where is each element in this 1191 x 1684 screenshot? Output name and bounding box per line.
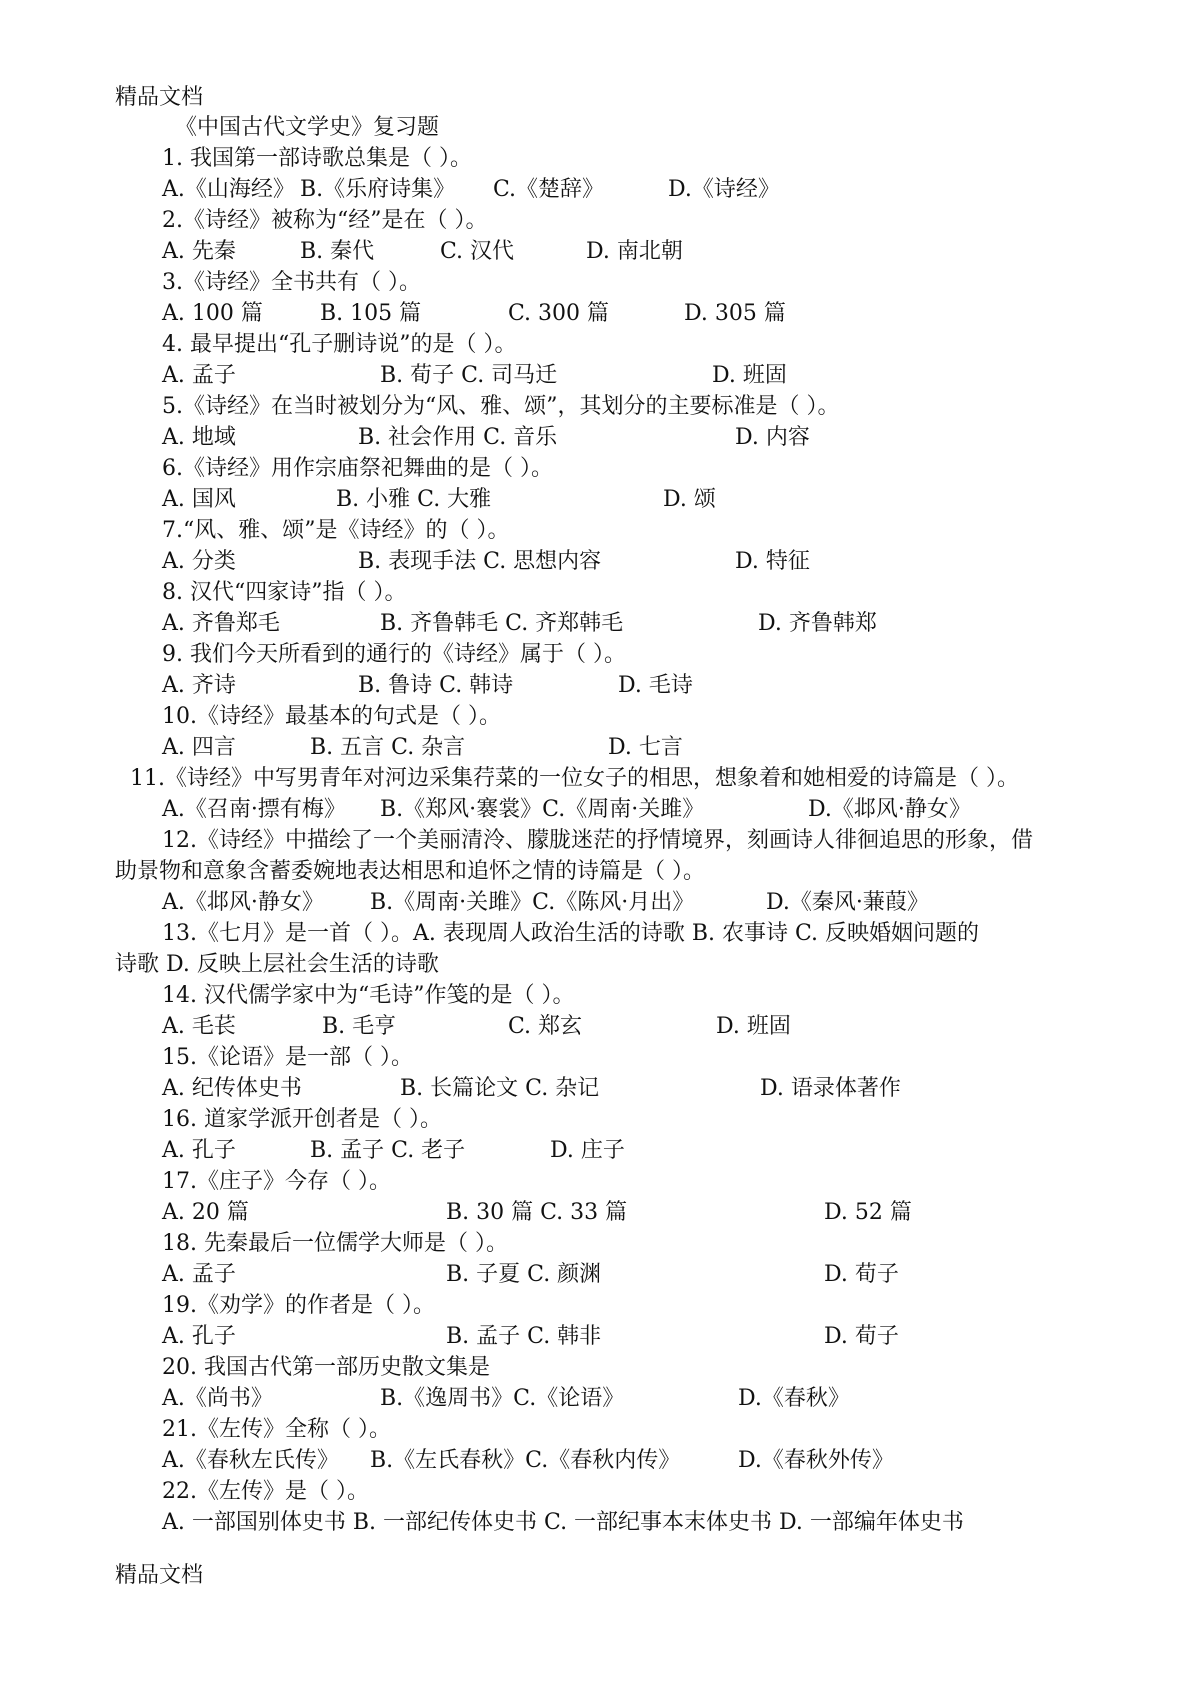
- question-11: 11.《诗经》中写男青年对河边采集荇菜的一位女子的相思，想象着和她相爱的诗篇是（ ）。: [130, 766, 1019, 791]
- option-b: B.《左氏春秋》C.《春秋内传》: [370, 1448, 681, 1473]
- option-a: A.《邶风·静女》: [162, 890, 324, 915]
- options-21: [0, 1445, 1191, 1476]
- question-15: 15.《论语》是一部（ ）。: [162, 1045, 413, 1070]
- options-6: [0, 484, 1191, 515]
- question-21: 21.《左传》全称（ ）。: [162, 1417, 391, 1442]
- question-list: [0, 143, 1191, 1538]
- question-10: 10.《诗经》最基本的句式是（ ）。: [162, 704, 501, 729]
- options-14: [0, 1011, 1191, 1042]
- option-b: B. 孟子 C. 韩非: [446, 1324, 602, 1349]
- option-b: B.《周南·关雎》C.《陈风·月出》: [370, 890, 695, 915]
- option-d: D.《邶风·静女》: [808, 797, 971, 822]
- option-d: D. 内容: [735, 425, 810, 450]
- option-a: A.《尚书》: [162, 1386, 273, 1411]
- option-a: A. 孔子: [162, 1324, 236, 1349]
- option-a: A.《春秋左氏传》: [162, 1448, 339, 1473]
- question-3: 3.《诗经》全书共有（ ）。: [162, 270, 421, 295]
- options-8: [0, 608, 1191, 639]
- option-a: A.《山海经》: [162, 177, 295, 202]
- options-3: [0, 298, 1191, 329]
- question-7: 7.“风、雅、颂”是《诗经》的（ ）。: [162, 518, 510, 543]
- option-b: B. 鲁诗 C. 韩诗: [358, 673, 514, 698]
- options-17: [0, 1197, 1191, 1228]
- option-b: B. 秦代: [300, 239, 375, 264]
- option-b: B. 105 篇: [320, 301, 422, 326]
- document-title: 《中国古代文学史》复习题: [175, 115, 440, 140]
- option-d: D.《春秋》: [738, 1386, 850, 1411]
- option-b: B. 孟子 C. 老子: [310, 1138, 466, 1163]
- option-a: A. 孔子: [162, 1138, 236, 1163]
- option-a: A. 100 篇: [162, 301, 263, 326]
- option-a: A. 四言: [162, 735, 236, 760]
- question-20: 20. 我国古代第一部历史散文集是: [162, 1355, 490, 1380]
- question-18: 18. 先秦最后一位儒学大师是（ ）。: [162, 1231, 508, 1256]
- option-a: A. 纪传体史书: [162, 1076, 302, 1101]
- page-footer: 精品文档: [115, 1563, 204, 1588]
- option-d: D. 南北朝: [586, 239, 683, 264]
- option-d: D. 颂: [663, 487, 716, 512]
- option-a: A. 20 篇: [162, 1200, 249, 1225]
- option-b: B. 社会作用 C. 音乐: [358, 425, 558, 450]
- option-b: B. 毛亨: [322, 1014, 397, 1039]
- question-4: 4. 最早提出“孔子删诗说”的是（ ）。: [162, 332, 517, 357]
- option-b: B. 表现手法 C. 思想内容: [358, 549, 602, 574]
- question-13: 13.《七月》是一首（ ）。A. 表现周人政治生活的诗歌 B. 农事诗 C. 反映婚姻问题的: [162, 921, 980, 946]
- question-12-continued: 助景物和意象含蓄委婉地表达相思和追怀之情的诗篇是（ ）。: [115, 859, 705, 884]
- options-2: [0, 236, 1191, 267]
- options-20: [0, 1383, 1191, 1414]
- options-12: [0, 887, 1191, 918]
- question-9: 9. 我们今天所看到的通行的《诗经》属于（ ）。: [162, 642, 626, 667]
- option-b: B. 子夏 C. 颜渊: [446, 1262, 602, 1287]
- option-b: B. 30 篇 C. 33 篇: [446, 1200, 628, 1225]
- option-a: A. 齐诗: [162, 673, 236, 698]
- question-2: 2.《诗经》被称为“经”是在（ ）。: [162, 208, 488, 233]
- option-d: D. 毛诗: [618, 673, 693, 698]
- option-b: B. 小雅 C. 大雅: [336, 487, 492, 512]
- option-c: C. 汉代: [440, 239, 515, 264]
- option-d: D. 班固: [712, 363, 787, 388]
- option-d: D. 庄子: [550, 1138, 625, 1163]
- options-19: [0, 1321, 1191, 1352]
- option-d: D. 齐鲁韩郑: [758, 611, 877, 636]
- options-18: [0, 1259, 1191, 1290]
- question-16: 16. 道家学派开创者是（ ）。: [162, 1107, 442, 1132]
- question-6: 6.《诗经》用作宗庙祭祀舞曲的是（ ）。: [162, 456, 553, 481]
- options-9: [0, 670, 1191, 701]
- option-b: B. 长篇论文 C. 杂记: [400, 1076, 600, 1101]
- option-a: A. 先秦: [162, 239, 236, 264]
- options-7: [0, 546, 1191, 577]
- option-d: D. 语录体著作: [760, 1076, 901, 1101]
- option-d: D. 班固: [716, 1014, 791, 1039]
- option-a: A.《召南·摽有梅》: [162, 797, 346, 822]
- option-a: A. 孟子: [162, 1262, 236, 1287]
- question-14: 14. 汉代儒学家中为“毛诗”作笺的是（ ）。: [162, 983, 575, 1008]
- question-22: 22.《左传》是（ ）。: [162, 1479, 369, 1504]
- option-a: A. 毛苌: [162, 1014, 236, 1039]
- options-11: [0, 794, 1191, 825]
- option-b: B.《乐府诗集》: [300, 177, 456, 202]
- option-b: B. 齐鲁韩毛 C. 齐郑韩毛: [380, 611, 624, 636]
- question-13-continued: 诗歌 D. 反映上层社会生活的诗歌: [115, 952, 439, 977]
- option-c: C. 郑玄: [508, 1014, 583, 1039]
- options-22: A. 一部国别体史书 B. 一部纪传体史书 C. 一部纪事本末体史书 D. 一部编年体史书: [162, 1510, 964, 1535]
- option-b: B.《逸周书》C.《论语》: [380, 1386, 625, 1411]
- option-d: D. 305 篇: [684, 301, 786, 326]
- option-d: D. 52 篇: [824, 1200, 912, 1225]
- option-a: A. 分类: [162, 549, 236, 574]
- option-d: D.《春秋外传》: [738, 1448, 894, 1473]
- option-d: D. 荀子: [824, 1262, 899, 1287]
- options-1: [0, 174, 1191, 205]
- option-d: D. 特征: [735, 549, 810, 574]
- question-17: 17.《庄子》今存（ ）。: [162, 1169, 391, 1194]
- question-19: 19.《劝学》的作者是（ ）。: [162, 1293, 435, 1318]
- option-c: C. 300 篇: [508, 301, 610, 326]
- option-b: B. 荀子 C. 司马迁: [380, 363, 558, 388]
- option-d: D.《诗经》: [668, 177, 780, 202]
- options-10: [0, 732, 1191, 763]
- question-1: 1. 我国第一部诗歌总集是（ ）。: [162, 146, 472, 171]
- question-5: 5.《诗经》在当时被划分为“风、雅、颂”，其划分的主要标准是（ ）。: [162, 394, 840, 419]
- option-a: A. 国风: [162, 487, 236, 512]
- options-15: [0, 1073, 1191, 1104]
- question-8: 8. 汉代“四家诗”指（ ）。: [162, 580, 407, 605]
- page-header: 精品文档: [115, 85, 204, 110]
- option-d: D. 七言: [608, 735, 683, 760]
- question-12: 12.《诗经》中描绘了一个美丽清泠、朦胧迷茫的抒情境界，刻画诗人徘徊追思的形象，借: [162, 828, 1033, 853]
- options-4: [0, 360, 1191, 391]
- option-d: D. 荀子: [824, 1324, 899, 1349]
- option-b: B. 五言 C. 杂言: [310, 735, 466, 760]
- option-a: A. 地域: [162, 425, 236, 450]
- option-a: A. 孟子: [162, 363, 236, 388]
- options-5: [0, 422, 1191, 453]
- options-16: [0, 1135, 1191, 1166]
- option-d: D.《秦风·蒹葭》: [766, 890, 929, 915]
- option-a: A. 齐鲁郑毛: [162, 611, 280, 636]
- option-c: C.《楚辞》: [493, 177, 605, 202]
- option-b: B.《郑风·褰裳》C.《周南·关雎》: [380, 797, 705, 822]
